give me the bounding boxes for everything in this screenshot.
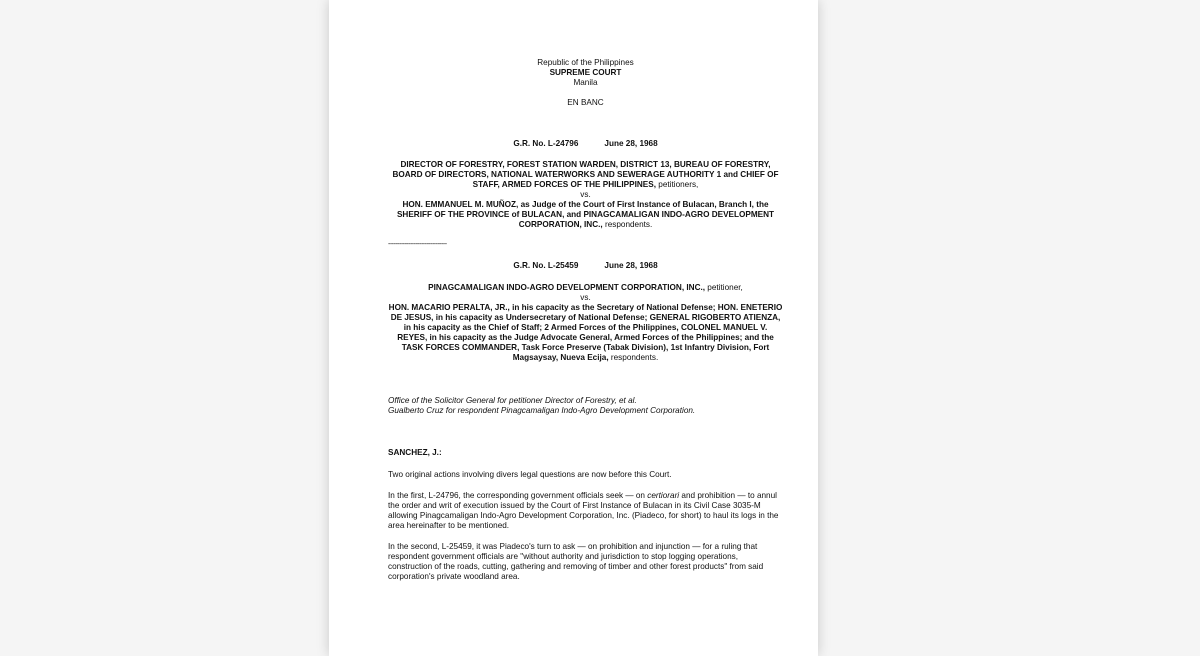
court-city: Manila xyxy=(573,78,598,87)
case2-vs: vs. xyxy=(580,293,591,302)
court-name: SUPREME COURT xyxy=(549,68,622,77)
counsel-block xyxy=(388,396,783,416)
document-content xyxy=(388,58,783,582)
case2-respondents: HON. MACARIO PERALTA, JR., in his capacity as the Secretary of National Defense; HON. ENETERIO DE JESUS, in his capacity as Undersecretary of National Defense; GENERAL RIGOBERTO ATIENZA, in his capacity as the Chief of Staff; 2 Armed Forces of the Philippines, COLONEL MANUEL V. REYES, in his capacity as the Judge Advocate General, Armed Forces of the Philippines; and the TASK FORCES COMMANDER, Task Force Preserve (Tabak Division), 1st Infantry Division, Fort Magsaysay, Nueva Ecija, respondents. xyxy=(388,303,783,362)
case2-gr-no: G.R. No. L-25459 xyxy=(513,261,579,270)
case1-vs: vs. xyxy=(580,190,591,199)
case1-petitioners: DIRECTOR OF FORESTRY, FOREST STATION WARDEN, DISTRICT 13, BUREAU OF FORESTRY, BOARD OF DIRECTORS, NATIONAL WATERWORKS AND SEWERAGE AUTHORITY 1 and CHIEF OF STAFF, ARMED FORCES OF THE PHILIPPINES, petitioners, xyxy=(392,160,779,189)
republic-line: Republic of the Philippines xyxy=(537,58,634,67)
opinion-paragraph-3: In the second, L-25459, it was Piadeco's turn to ask — on prohibition and injunction — for a ruling that respondent government officials are "without authority and jurisdiction to stop logging operations, construction of the roads, cutting, gathering and removing of timber and other forest products" from said corporation's private woodland area. xyxy=(388,542,764,581)
division-label: EN BANC xyxy=(567,98,604,107)
opinion-paragraph-1: Two original actions involving divers legal questions are now before this Court. xyxy=(388,470,672,479)
case1-caption xyxy=(388,160,783,230)
case1-docket xyxy=(388,139,783,149)
case-separator: -------------------------------- xyxy=(388,241,447,248)
case2-petitioner: PINAGCAMALIGAN INDO-AGRO DEVELOPMENT CORPORATION, INC., petitioner, xyxy=(428,283,743,292)
counsel-line-1: Office of the Solicitor General for petitioner Director of Forestry, et al. xyxy=(388,396,637,405)
opinion-author: SANCHEZ, J.: xyxy=(388,448,442,457)
case1-gr-no: G.R. No. L-24796 xyxy=(513,139,579,148)
case2-caption xyxy=(388,283,783,363)
case1-date: June 28, 1968 xyxy=(604,139,658,148)
case2-docket xyxy=(388,261,783,271)
counsel-line-2: Gualberto Cruz for respondent Pinagcamaligan Indo-Agro Development Corporation. xyxy=(388,406,696,415)
opinion-paragraph-2: In the first, L-24796, the corresponding government officials seek — on certiorari and prohibition — to annul the order and writ of execution issued by the Court of First Instance of Bulacan in its Civil Case 3035-M allowing Pinagcamaligan Indo-Agro Development Corporation, Inc. (Piadeco, for short) to haul its logs in the area hereinafter to be mentioned. xyxy=(388,491,779,530)
court-header xyxy=(388,58,783,108)
case1-respondents: HON. EMMANUEL M. MUÑOZ, as Judge of the Court of First Instance of Bulacan, Branch I, the SHERIFF OF THE PROVINCE of BULACAN, and PINAGCAMALIGAN INDO-AGRO DEVELOPMENT CORPORATION, INC., respondents. xyxy=(396,200,775,229)
document-page xyxy=(329,0,818,656)
case2-date: June 28, 1968 xyxy=(604,261,658,270)
